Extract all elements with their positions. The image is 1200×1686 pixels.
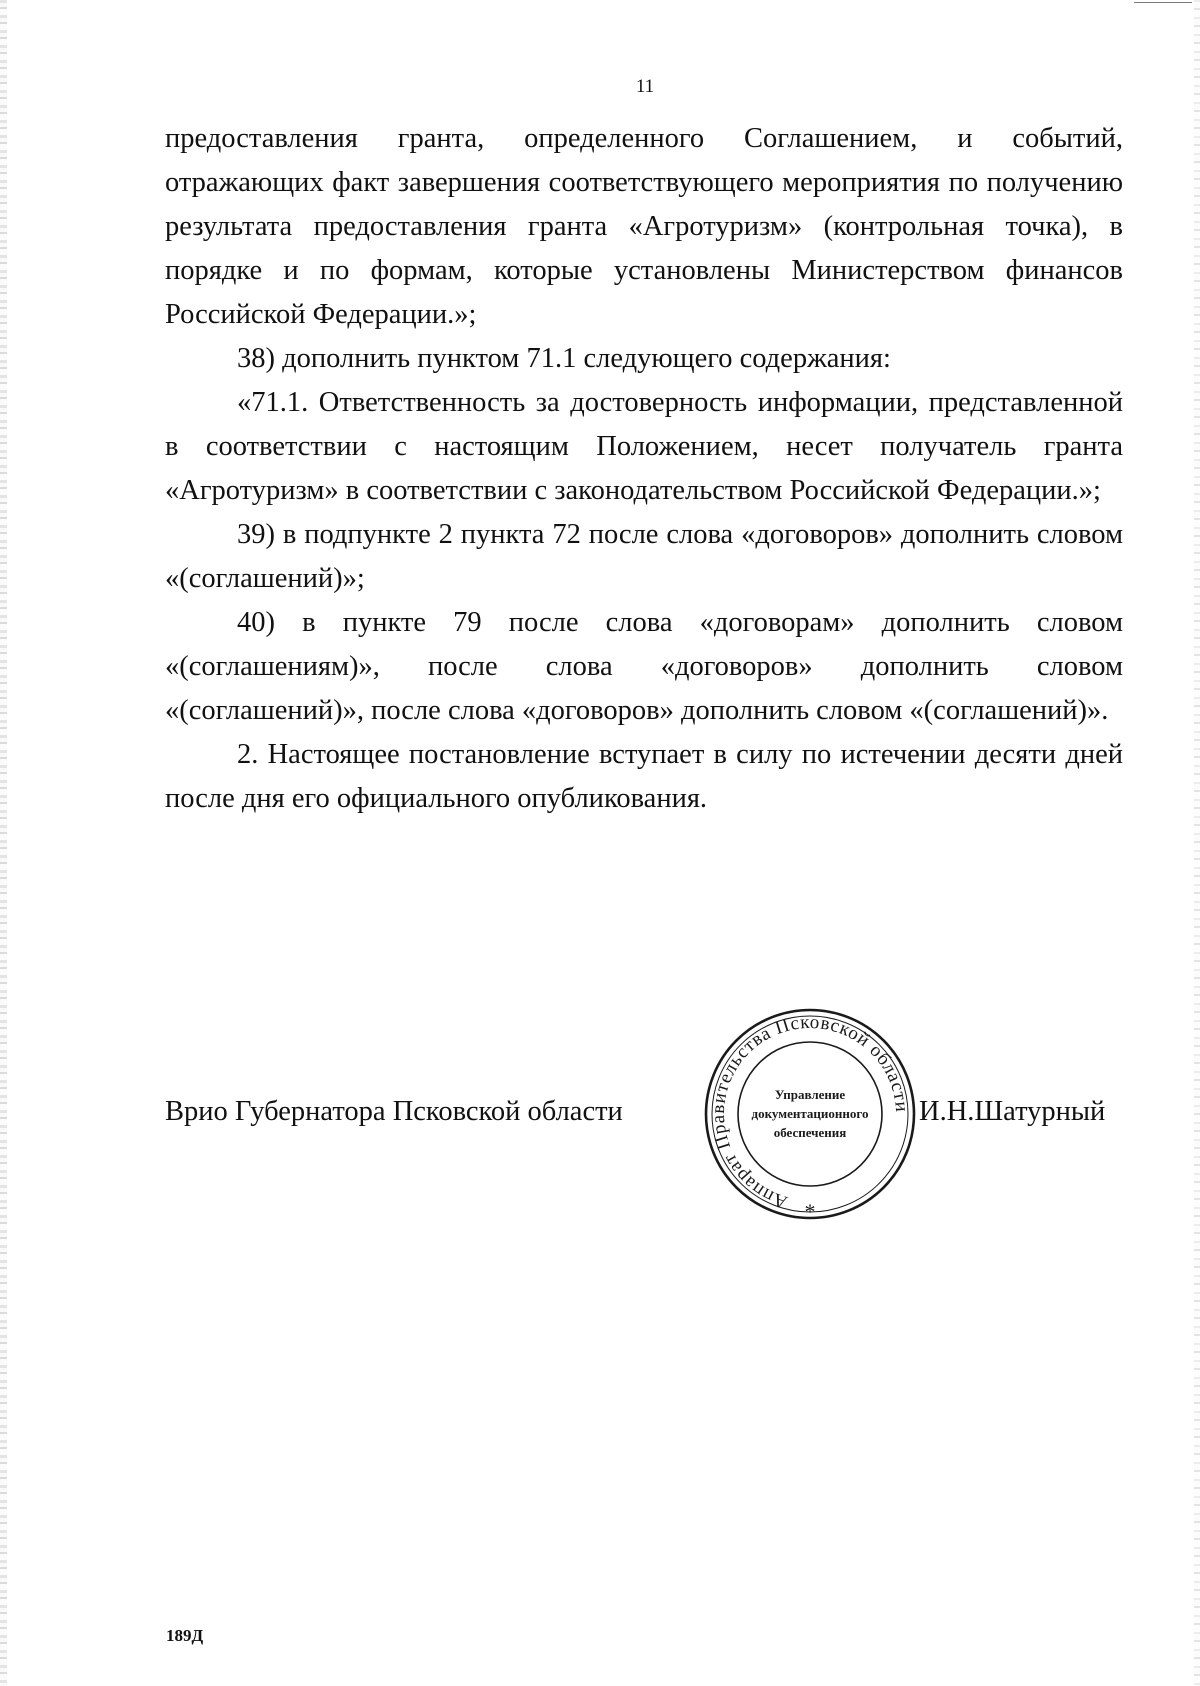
seal-star-mark: * bbox=[804, 1199, 816, 1224]
paragraph-item-40: 40) в пункте 79 после слова «договорам» дополнить словом «(соглашениям)», после слова «договоров» дополнить словом «(соглашений)», после слова «договоров» дополнить словом «(соглашений)». bbox=[165, 607, 1123, 726]
seal-outer-text-path: Аппарат Правительства Псковской области bbox=[707, 1011, 913, 1213]
scan-edge-left bbox=[0, 0, 7, 1686]
signatory-name: И.Н.Шатурный bbox=[919, 1096, 1106, 1127]
signatory-position: Врио Губернатора Псковской области bbox=[165, 1096, 623, 1127]
document-body bbox=[165, 117, 1123, 821]
scan-corner-line bbox=[1134, 2, 1192, 3]
registration-code: 189Д bbox=[166, 1626, 204, 1645]
page-number: 11 bbox=[635, 76, 655, 97]
paragraph-clause-2: 2. Настоящее постановление вступает в силу по истечении десяти дней после дня его официального опубликования. bbox=[165, 739, 1123, 814]
paragraph-item-71-1: «71.1. Ответственность за достоверность информации, представленной в соответствии с настоящим Положением, несет получатель гранта «Агротуризм» в соответствии с законодательством Российской Федерации.»; bbox=[165, 387, 1123, 506]
paragraph-item-38: 38) дополнить пунктом 71.1 следующего содержания: bbox=[237, 343, 891, 374]
seal-inner-line-3: обеспечения bbox=[773, 1125, 847, 1140]
seal-inner-line-1: Управление bbox=[774, 1087, 846, 1102]
official-seal-stamp bbox=[700, 1004, 920, 1224]
paragraph-continuation: предоставления гранта, определенного Соглашением, и событий, отражающих факт завершения соответствующего мероприятия по получению результата предоставления гранта «Агротуризм» (контрольная точка), в порядке и по формам, которые установлены Министерством финансов Российской Федерации.»; bbox=[165, 123, 1123, 330]
paragraph-item-39: 39) в подпункте 2 пункта 72 после слова «договоров» дополнить словом «(соглашений)»; bbox=[165, 519, 1123, 594]
seal-inner-line-2: документационного bbox=[751, 1106, 869, 1121]
scan-edge-right bbox=[1194, 0, 1200, 1686]
